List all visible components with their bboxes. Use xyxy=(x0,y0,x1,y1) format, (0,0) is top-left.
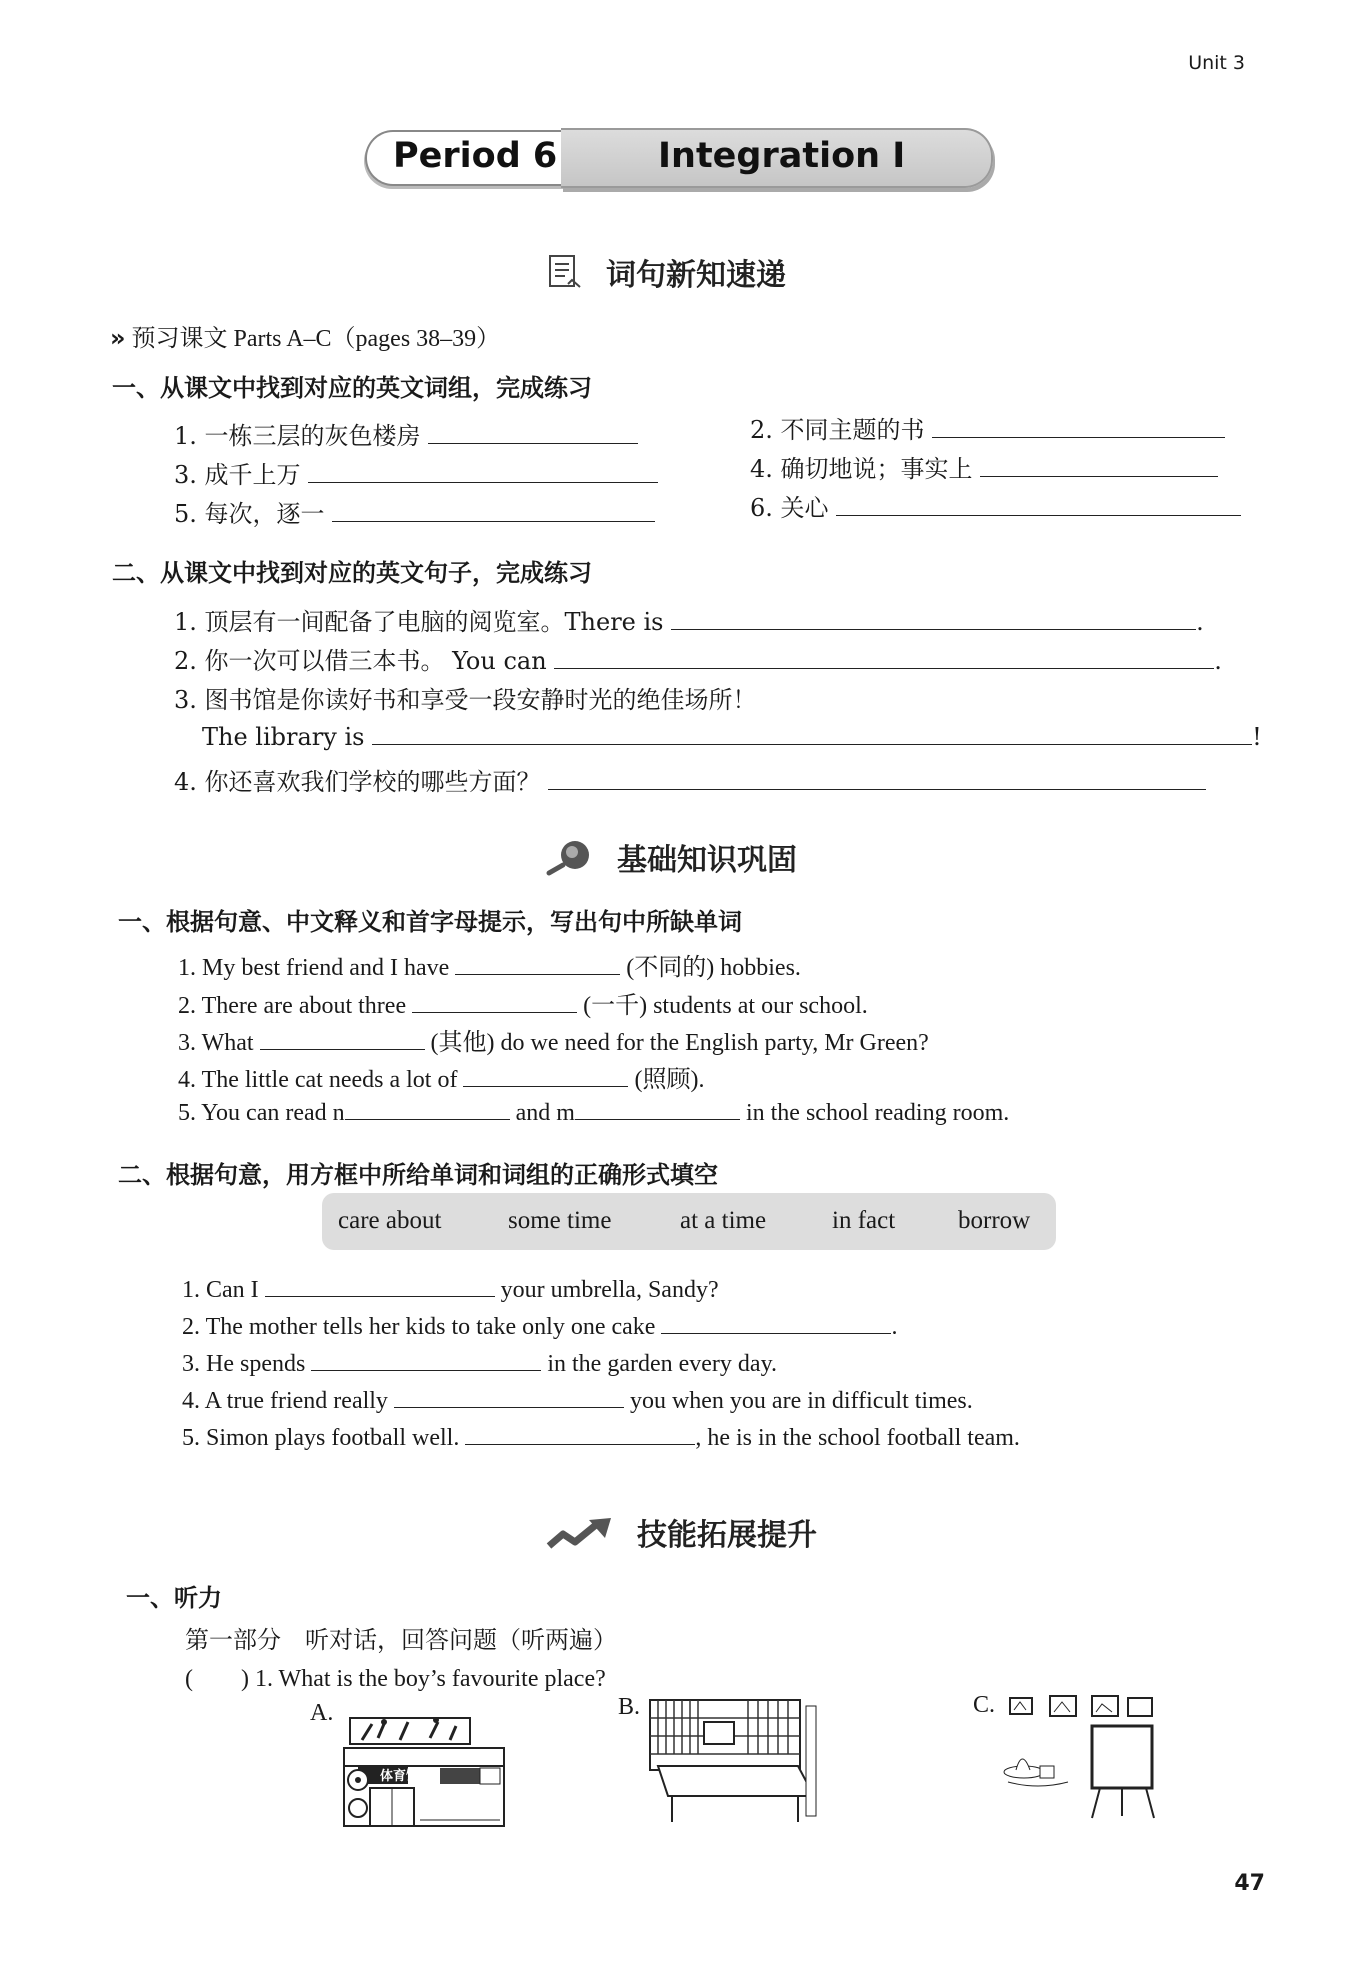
fill-item: 3. What (其他) do we need for the English party, Mr Green? xyxy=(178,1022,929,1057)
gym-picture xyxy=(340,1700,510,1830)
option-c-label: C. xyxy=(973,1692,996,1718)
notepad-icon xyxy=(548,254,582,290)
sentence-item: 1. 顶层有一间配备了电脑的阅览室。There is . xyxy=(174,608,1204,636)
period-label: Period 6 xyxy=(393,136,558,176)
fill-item: 2. The mother tells her kids to take only one cake . xyxy=(182,1311,897,1341)
word-option: borrow xyxy=(958,1207,1031,1234)
double-chevron-icon: » xyxy=(110,324,126,352)
section3-header xyxy=(545,1510,945,1554)
trend-arrow-icon xyxy=(545,1516,615,1552)
listening-question: ( ) 1. What is the boy’s favourite place? xyxy=(185,1666,606,1692)
fill-item: 4. The little cat needs a lot of (照顾). xyxy=(178,1059,704,1094)
lesson-title: Integration I xyxy=(658,136,906,176)
listening-heading: 一、听力 xyxy=(126,1584,222,1612)
unit-label: Unit 3 xyxy=(1188,52,1245,74)
fill-item: 4. A true friend really you when you are in difficult times. xyxy=(182,1385,973,1415)
section2-title: 基础知识巩固 xyxy=(617,843,797,878)
fill-item: 5. You can read n and m in the school reading room. xyxy=(178,1097,1009,1127)
sentence-item: 2. 你一次可以借三本书。 You can . xyxy=(174,647,1222,675)
phrase-item: 6. 关心 xyxy=(750,488,1241,523)
section2-partB-heading: 二、根据句意，用方框中所给单词和词组的正确形式填空 xyxy=(118,1161,718,1189)
phrase-item: 5. 每次，逐一 xyxy=(174,494,655,529)
section1-title: 词句新知速递 xyxy=(606,258,786,293)
preview-line xyxy=(110,318,500,353)
art-room-picture xyxy=(1000,1692,1170,1822)
fill-item: 1. My best friend and I have (不同的) hobbies. xyxy=(178,947,801,982)
phrase-item: 3. 成千上万 xyxy=(174,455,658,490)
section3-title: 技能拓展提升 xyxy=(637,1518,817,1553)
word-box xyxy=(322,1193,1056,1250)
option-b-label: B. xyxy=(618,1694,641,1720)
page-number: 47 xyxy=(1234,1871,1265,1896)
magnifier-icon xyxy=(545,837,597,877)
phrase-item: 2. 不同主题的书 xyxy=(750,410,1225,445)
listening-subheading: 第一部分 听对话，回答问题（听两遍） xyxy=(185,1626,617,1654)
sentence-item: The library is ! xyxy=(202,723,1262,751)
fill-item: 5. Simon plays football well. , he is in the school football team. xyxy=(182,1422,1020,1452)
word-option: at a time xyxy=(680,1207,767,1234)
gym-sign-text: 体育馆 xyxy=(380,1769,420,1784)
section2-header xyxy=(545,835,945,879)
fill-item: 2. There are about three (一千) students at our school. xyxy=(178,985,868,1020)
word-option: some time xyxy=(508,1207,612,1234)
option-a-label: A. xyxy=(310,1700,334,1726)
section2-partA-heading: 一、根据句意、中文释义和首字母提示，写出句中所缺单词 xyxy=(118,908,742,936)
fill-item: 1. Can I your umbrella, Sandy? xyxy=(182,1274,719,1304)
sentence-item: 3. 图书馆是你读好书和享受一段安静时光的绝佳场所！ xyxy=(174,686,757,714)
library-picture xyxy=(648,1696,818,1826)
phrase-item: 1. 一栋三层的灰色楼房 xyxy=(174,416,638,451)
word-option: care about xyxy=(338,1207,442,1234)
sentence-item: 4. 你还喜欢我们学校的哪些方面？ xyxy=(174,762,1206,797)
section1-header xyxy=(548,250,1028,294)
preview-text: 预习课文 Parts A–C（pages 38–39） xyxy=(131,326,501,352)
fill-item: 3. He spends in the garden every day. xyxy=(182,1348,777,1378)
word-option: in fact xyxy=(832,1207,896,1234)
title-banner xyxy=(365,128,995,188)
phrase-item: 4. 确切地说；事实上 xyxy=(750,449,1218,484)
section1-partA-heading: 一、从课文中找到对应的英文词组，完成练习 xyxy=(112,374,592,402)
section1-partB-heading: 二、从课文中找到对应的英文句子，完成练习 xyxy=(112,559,592,587)
